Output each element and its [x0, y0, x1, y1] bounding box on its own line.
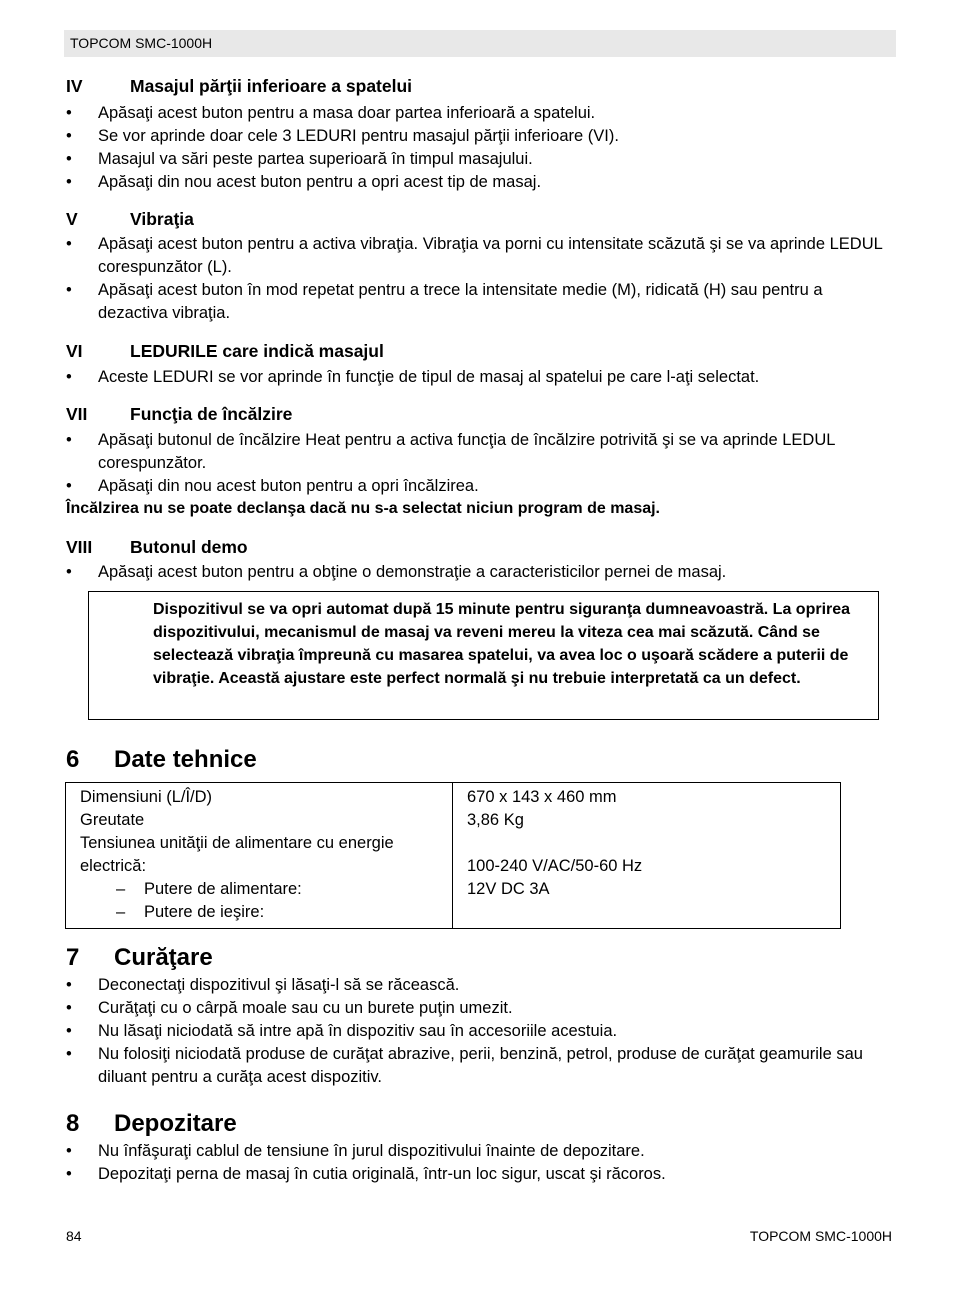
page-header — [64, 30, 896, 57]
section-iv-list — [66, 102, 896, 194]
section-vi-list — [66, 366, 896, 389]
list-item: • Apăsaţi butonul de încălzire Heat pentru a activa funcţia de încălzire potrivită şi se va aprinde LEDUL corespunzător. — [66, 429, 896, 475]
chapter-number: 6 — [66, 746, 80, 773]
section-number: V — [66, 209, 78, 229]
section-number: IV — [66, 76, 83, 96]
section-number: VIII — [66, 537, 93, 557]
section-number: VII — [66, 404, 88, 424]
footer-product-name: TOPCOM SMC-1000H — [749, 1228, 892, 1244]
input-power-label-row — [80, 878, 438, 901]
output-power-value: 12V DC 3A — [467, 880, 550, 898]
chapter-heading-7 — [66, 944, 213, 972]
chapter-heading-8 — [66, 1110, 237, 1138]
input-power-label: Putere de alimentare: — [144, 880, 302, 898]
section-title: Butonul demo — [130, 537, 248, 557]
output-power-label: Putere de ieşire: — [144, 903, 265, 921]
list-item: • Deconectaţi dispozitivul şi lăsaţi-l să se răcească. — [66, 974, 896, 997]
section-title: Masajul părţii inferioare a spatelui — [130, 76, 413, 96]
weight-label: Greutate — [80, 811, 145, 829]
section-viii-list — [66, 561, 896, 584]
section-heading-iv — [66, 76, 412, 97]
chapter-7-list — [66, 974, 896, 1089]
list-item: • Nu înfăşuraţi cablul de tensiune în jurul dispozitivului înainte de depozitare. — [66, 1140, 896, 1163]
list-item: • Se vor aprinde doar cele 3 LEDURI pentru masajul părţii inferioare (VI). — [66, 125, 896, 148]
list-item: • Apăsaţi din nou acest buton pentru a opri încălzirea. — [66, 475, 896, 498]
list-item: • Curăţaţi cu o cârpă moale sau cu un burete puţin umezit. — [66, 997, 896, 1020]
chapter-number: 8 — [66, 1110, 80, 1137]
output-power-label-row — [80, 901, 438, 924]
section-heading-vii — [66, 404, 292, 425]
section-number: VI — [66, 341, 83, 361]
list-item: • Apăsaţi acest buton pentru a activa vibraţia. Vibraţia va porni cu intensitate scăzută şi se va aprinde LEDUL corespunzător (L). — [66, 233, 896, 279]
list-item: • Apăsaţi acest buton în mod repetat pentru a trece la intensitate medie (M), ridicată (H) sau pentru a dezactiva vibraţia. — [66, 279, 896, 325]
list-item: • Apăsaţi din nou acest buton pentru a opri acest tip de masaj. — [66, 171, 896, 194]
dimensions-value: 670 x 143 x 460 mm — [467, 788, 617, 806]
list-item: • Nu lăsaţi niciodată să intre apă în dispozitiv sau în accesoriile acestuia. — [66, 1020, 896, 1043]
list-item: • Nu folosiţi niciodată produse de curăţat abrazive, perii, benzină, petrol, produse de curăţat geamurile sau diluant pentru a curăţa acest dispozitiv. — [66, 1043, 896, 1089]
section-title: LEDURILE care indică masajul — [130, 341, 384, 361]
chapter-title: Depozitare — [114, 1110, 237, 1137]
section-heading-v — [66, 209, 194, 230]
weight-value: 3,86 Kg — [467, 811, 524, 829]
section-title: Funcţia de încălzire — [130, 404, 293, 424]
list-item: • Depozitaţi perna de masaj în cutia originală, într-un loc sigur, uscat şi răcoros. — [66, 1163, 896, 1186]
list-item: • Apăsaţi acest buton pentru a masa doar partea inferioară a spatelui. — [66, 102, 896, 125]
spacer — [467, 832, 826, 855]
section-v-list — [66, 233, 896, 325]
list-item: • Aceste LEDURI se vor aprinde în funcţie de tipul de masaj al spatelui pe care l-aţi selectat. — [66, 366, 896, 389]
list-item: • Apăsaţi acest buton pentru a obţine o demonstraţie a caracteristicilor pernei de masaj. — [66, 561, 896, 584]
dimensions-label: Dimensiuni (L/Î/D) — [80, 788, 213, 806]
specs-table — [65, 782, 841, 929]
section-heading-viii — [66, 537, 248, 558]
chapter-number: 7 — [66, 944, 80, 971]
notice-text: Dispozitivul se va opri automat după 15 minute pentru siguranţa dumneavoastră. La oprirea dispozitivului, mecanismul de masaj va reveni mereu la viteza cea mai scăzută. Când se selectează vibraţia împreună cu masarea spatelui, va avea loc o uşoară scădere a puterii de vibraţie. Această ajustare este perfect normală şi nu trebuie interpretată ca un defect. — [153, 601, 851, 687]
notice-box — [88, 591, 879, 720]
section-title: Vibraţia — [130, 209, 194, 229]
heating-note: Încălzirea nu se poate declanşa dacă nu s-a selectat niciun program de masaj. — [66, 500, 660, 517]
page-number: 84 — [66, 1228, 82, 1244]
chapter-8-list — [66, 1140, 896, 1186]
voltage-label: Tensiunea unităţii de alimentare cu energie electrică: — [80, 834, 394, 875]
section-heading-vi — [66, 341, 384, 362]
section-vii-list — [66, 429, 896, 498]
chapter-heading-6 — [66, 746, 257, 774]
header-product-name: TOPCOM SMC-1000H — [70, 35, 213, 51]
chapter-title: Date tehnice — [114, 746, 257, 773]
chapter-title: Curăţare — [114, 944, 213, 971]
input-power-value: 100-240 V/AC/50-60 Hz — [467, 857, 643, 875]
list-item: • Masajul va sări peste partea superioară în timpul masajului. — [66, 148, 896, 171]
specs-values-cell — [453, 783, 841, 929]
specs-labels-cell — [66, 783, 453, 929]
